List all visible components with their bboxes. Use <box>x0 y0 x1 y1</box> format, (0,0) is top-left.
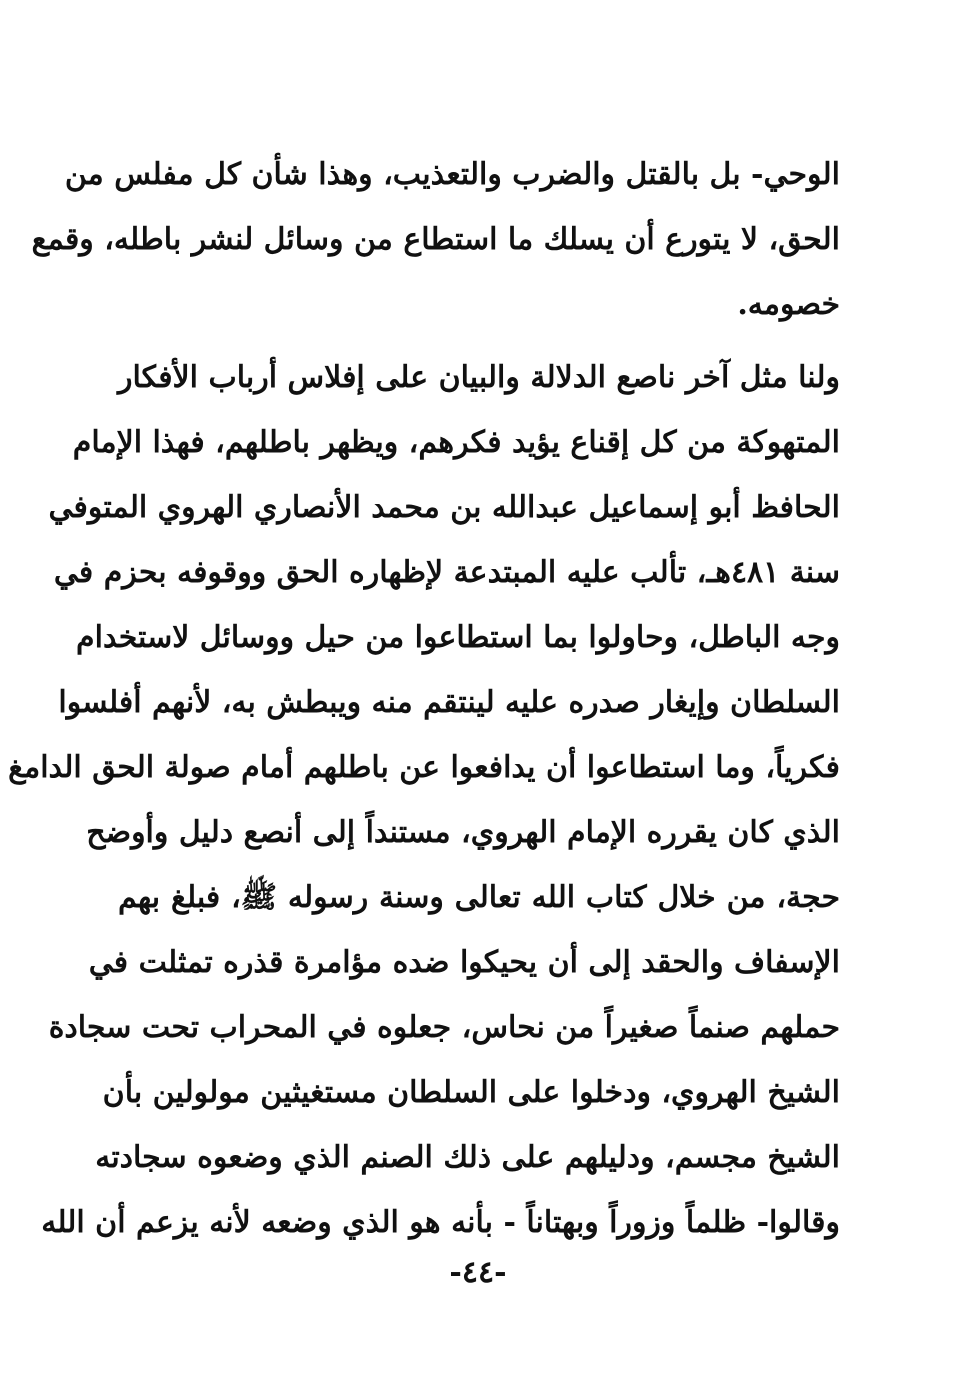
paragraph-2-line-4: سنة ٤٨١هـ، تألب عليه المبتدعة لإظهاره الحق ووقوفه بحزم في <box>53 555 840 590</box>
paragraph-2 <box>8 345 840 1255</box>
paragraph-2-line-9: حجة، من خلال كتاب الله تعالى وسنة رسوله ﷺ، فبلغ بهم <box>118 880 840 915</box>
paragraph-2-line-2: المتهوكة من كل إقناع يؤيد فكرهم، ويظهر باطلهم، فهذا الإمام <box>72 425 840 460</box>
paragraph-2-line-7: فكرياً، وما استطاعوا أن يدافعوا عن باطلهم أمام صولة الحق الدامغ <box>8 750 840 785</box>
paragraph-2-line-12: الشيخ الهروي، ودخلوا على السلطان مستغيثين مولولين بأن <box>102 1075 840 1110</box>
paragraph-2-line-8: الذي كان يقرره الإمام الهروي، مستنداً إلى أنصع دليل وأوضح <box>86 815 840 850</box>
paragraph-2-line-3: الحافظ أبو إسماعيل عبدالله بن محمد الأنصاري الهروي المتوفي <box>48 490 840 525</box>
paragraph-2-line-6: السلطان وإيغار صدره عليه لينتقم منه ويبطش به، لأنهم أفلسوا <box>58 685 840 720</box>
paragraph-2-line-11: حملهم صنماً صغيراً من نحاس، جعلوه في المحراب تحت سجادة <box>48 1010 840 1045</box>
paragraph-1-line-3: خصومه. <box>737 287 840 322</box>
page-number: -٤٤- <box>449 1255 507 1290</box>
paragraph-2-line-5: وجه الباطل، وحاولوا بما استطاعوا من حيل ووسائل لاستخدام <box>76 620 840 655</box>
paragraph-2-line-14: وقالوا- ظلماً وزوراً وبهتاناً - بأنه هو الذي وضعه لأنه يزعم أن الله <box>41 1205 840 1240</box>
paragraph-2-line-1: ولنا مثل آخر ناصع الدلالة والبيان على إفلاس أرباب الأفكار <box>118 360 840 395</box>
paragraph-1-line-2: الحق، لا يتورع أن يسلك ما استطاع من وسائل لنشر باطله، وقمع <box>31 222 840 257</box>
paragraph-2-line-10: الإسفاف والحقد إلى أن يحيكوا ضده مؤامرة قذره تمثلت في <box>88 945 840 980</box>
paragraph-1 <box>31 142 840 337</box>
paragraph-2-line-13: الشيخ مجسم، ودليلهم على ذلك الصنم الذي وضعوه سجادته <box>95 1140 840 1175</box>
paragraph-1-line-1: الوحي- بل بالقتل والضرب والتعذيب، وهذا شأن كل مفلس من <box>64 157 840 192</box>
